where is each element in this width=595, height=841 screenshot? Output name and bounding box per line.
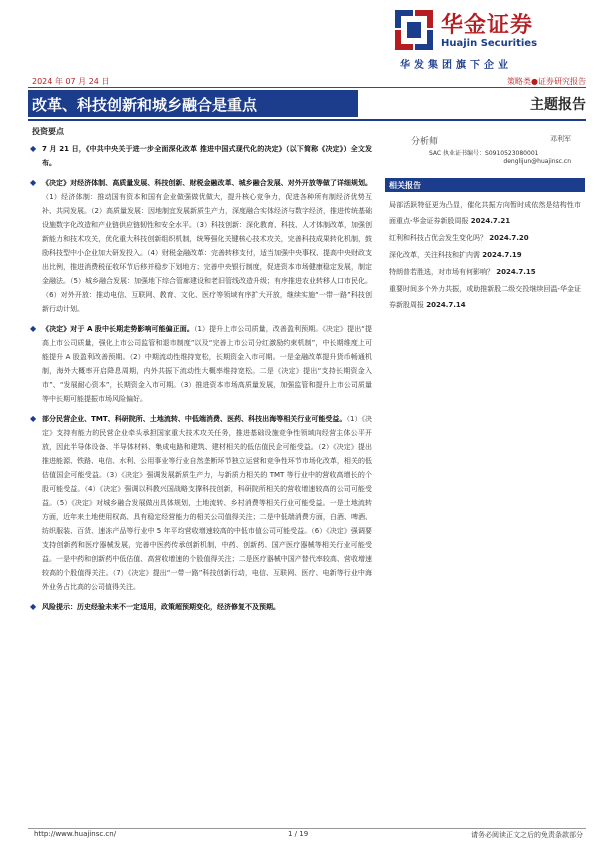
analyst-name: 邓利军: [550, 135, 571, 143]
related-report-item[interactable]: [389, 197, 581, 229]
title-divider: [28, 119, 586, 121]
related-report-title: 红利和科技占优会发生变化吗？: [389, 234, 487, 242]
footer-website-link[interactable]: http://www.huajinsc.cn/: [34, 830, 117, 838]
report-type: 主题报告: [530, 97, 586, 113]
bullet-lead: 部分民营企业、TMT、科研院所、土地流转、中低端消费、医药、科技出海等相关行业可能受益。: [42, 415, 347, 423]
related-report-date: 2024.7.14: [426, 301, 466, 309]
diamond-bullet-icon: ◆: [30, 414, 37, 423]
analyst-block: [385, 126, 585, 172]
header-divider: [28, 87, 586, 88]
footer-disclaimer: 请务必阅读正文之后的免责条款部分: [471, 831, 583, 839]
bullet-item: [30, 412, 372, 594]
related-report-title: 特朗普若胜选，对市场有何影响？: [389, 268, 494, 276]
related-report-date: 2024.7.21: [470, 217, 511, 225]
bullet-lead: 《决定》对经济体制、高质量发展、科技创新、财税金融改革、城乡融合发展、对外开放等做了详细规划。: [42, 179, 372, 187]
bullet-item: [30, 142, 372, 170]
brand-name-en: Huajin Securities: [441, 38, 538, 49]
bullet-body: （1）《决定》支持有能力的民营企业牵头承担国家重大技术攻关任务，推进基础设施竞争性领域向经营主体公平开放，因此半导体设备、半导体材料、集成电路和建筑、建材相关的低估值民企可能受益。（2）《决定》提出推进能源、铁路、电信、水利、公用事业等行业自然垄断环节独立运营和竞争性环节市场化改革，相关的低估值国企可能受益。（3）《决定》强调发展新质生产力，与新质力相关的 TMT 等行业中的营收高增长的个股可能受益。（4）《决定》强调以科教兴国战略支撑科技创新，科研院所相关的营收增速较高的公司可能受益。（5）《决定》对城乡融合发展做出具体规划，土地流转、乡村消费等相关行业可能受益。一是土地流转方面，近年来土地使用权高、具有稳定经营能力的相关公司值得关注；二是中低端消费方面，白酒、啤酒、纺织服装、百货、速冻产品等行业中 5 年平均营收增速较高的中低市值公司可能受益。（6）《决定》强调要支持创新药和医疗器械发展，完善中医药传承创新机制，中药、创新药、国产医疗器械等相关行业可能受益。一是中药和创新药中低估值、高营收增速的个股值得关注；二是医疗器械中国产替代率较高、营收增速较高的个股值得关注。（7）《决定》提出“一带一路”科技创新行动，电信、互联网、医疗、电新等行业中海外业务占比高的公司值得关注。: [42, 415, 372, 591]
analyst-cert: SAC 执业证书编号：S0910523080001: [429, 150, 539, 157]
diamond-bullet-icon: ◆: [30, 324, 37, 333]
bullet-body: （1）提升上市公司质量，改善盈利预期。《决定》提出“提高上市公司质量，强化上市公司监管和退市制度”以及“完善上市公司分红激励约束机制”，中长期维度上可能提升 A 股盈利改善预期。（2）中期流动性维持宽松，长期资金入市可期。一是金融改革提升货币畅通机制，海外大概率开启降息周期，内外共振下流动性大概率维持宽松。二是《决定》提出“支持长期资金入市”、“发展耐心资本”，长期资金入市可期。（3）推进资本市场高质量发展，加强监管和提升上市公司质量等中长期可能提振市场风险偏好。: [42, 325, 372, 403]
page-number: 1 / 19: [288, 830, 309, 838]
main-content: [30, 126, 372, 620]
bullet-item: [30, 176, 372, 316]
related-reports-heading: 相关报告: [385, 178, 585, 192]
analyst-email[interactable]: denglijun@huajinsc.cn: [503, 158, 571, 165]
footer-divider: [28, 828, 586, 829]
related-reports-list: [385, 192, 585, 313]
related-report-date: 2024.7.15: [496, 268, 536, 276]
section-heading: 投资要点: [32, 127, 64, 136]
brand-slogan: 华发集团旗下企业: [400, 60, 512, 71]
report-category: 策略类●证券研究报告: [507, 77, 586, 86]
title-banner: [28, 90, 358, 117]
page-title: 改革、科技创新和城乡融合是重点: [32, 96, 258, 114]
analyst-title: 分析师: [411, 137, 439, 147]
related-report-item[interactable]: [389, 230, 581, 246]
bullet-body: （1）经济体制：推动国有资本和国有企业做强做优做大，提升核心竞争力，促进各种所有制经济优势互补、共同发展。（2）高质量发展：因地制宜发展新质生产力，深度融合实体经济与数字经济，推进传统基础设施数字化改造和产业链供应链韧性和安全水平。（3）科技创新：深化教育、科技、人才体制改革，加强创新能力和技术攻关，优化重大科技创新组织机制，统筹强化关键核心技术攻关，完善科技成果转化机制，鼓励科技型中小企业加大研发投入。（4）财税金融改革：完善转移支付，适当加强中央事权、提高中央财政支出比例，推进消费税征收环节后移并稳步下划地方；完善中央银行制度，促进资本市场健康稳定发展，制定金融法。（5）城乡融合发展：加强地下综合管廊建设和老旧管线改造升级；有序推进农业转移人口市民化。（6）对外开放：推动电信、互联网、教育、文化、医疗等领域有序扩大开放，继续实施“一带一路”科技创新行动计划。: [42, 193, 372, 313]
related-report-item[interactable]: [389, 247, 581, 263]
related-report-date: 2024.7.20: [489, 234, 529, 242]
diamond-bullet-icon: ◆: [30, 602, 37, 611]
related-report-date: 2024.7.19: [482, 251, 522, 259]
related-report-item[interactable]: [389, 264, 581, 280]
sidebar: [385, 126, 585, 314]
related-report-item[interactable]: [389, 281, 581, 313]
related-report-title: 深化改革，关注科技和扩内需: [389, 251, 480, 259]
bullet-item: [30, 322, 372, 406]
title-bar: [28, 90, 586, 117]
related-report-title: 重要时间多个外力共振，或助推新股二级交投继续回温-华金证券新股周报: [389, 285, 581, 309]
bullet-lead: 7 月 21 日，《中共中央关于进一步全面深化改革 推进中国式现代化的决定》（以下简称《决定》）全文发布。: [42, 145, 372, 167]
report-date: 2024 年 07 月 24 日: [32, 77, 110, 86]
brand-name-cn: 华金证券: [441, 13, 534, 38]
risk-warning: [30, 600, 372, 614]
related-report-title: 局部活跃特征更为凸显，催化共振方向暂时成依然是结构性市面重点-华金证券新股周报: [389, 201, 581, 225]
bullet-lead: 《决定》对于 A 股中长期走势影响可能偏正面。: [42, 325, 194, 333]
huajin-logo-icon: [395, 10, 433, 50]
diamond-bullet-icon: ◆: [30, 178, 37, 187]
diamond-bullet-icon: ◆: [30, 144, 37, 153]
bullet-lead: 风险提示：历史经验未来不一定适用，政策超预期变化，经济修复不及预期。: [42, 603, 280, 611]
